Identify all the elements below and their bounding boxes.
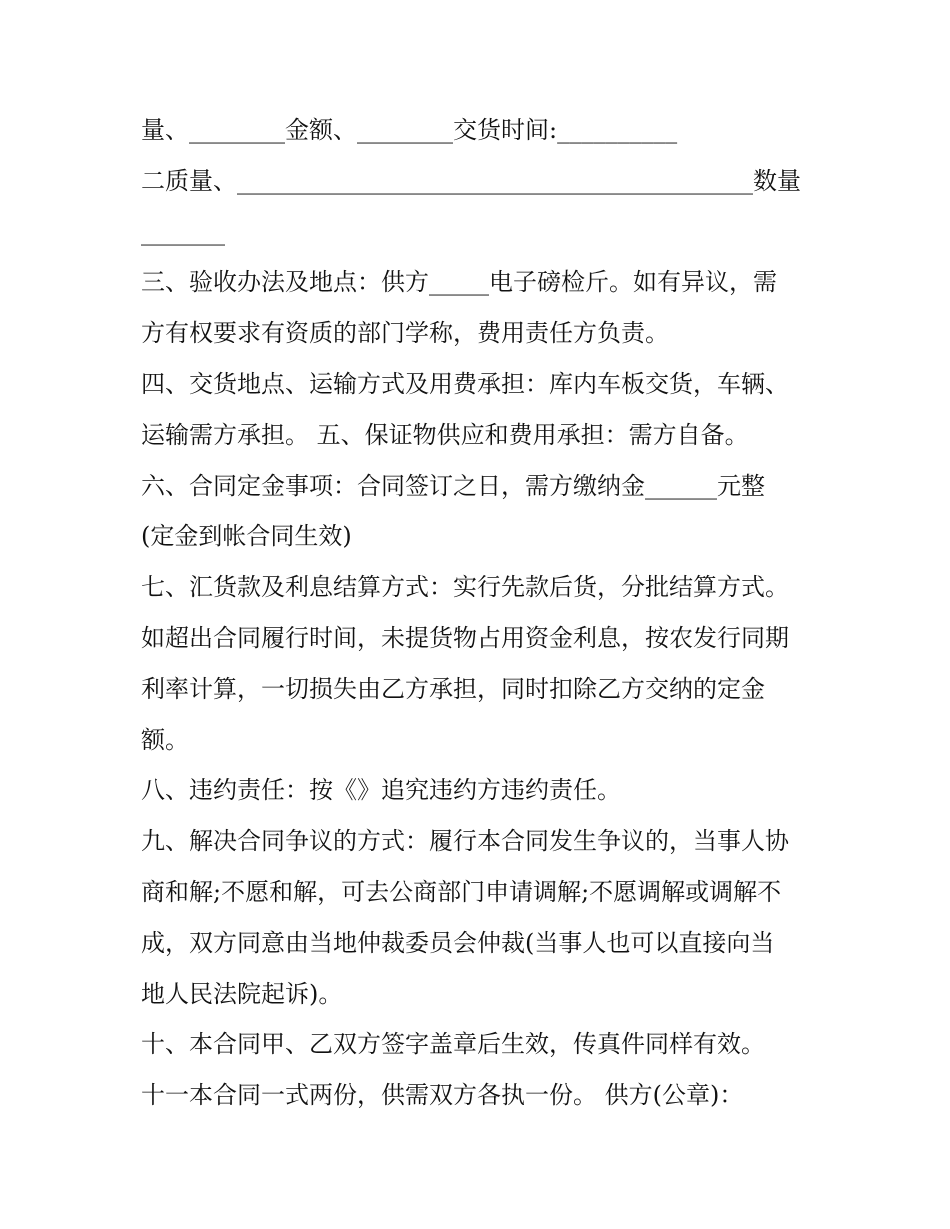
text-line: 额。 xyxy=(141,725,189,754)
text-line: (定金到帐合同生效) xyxy=(141,522,352,551)
text-line: 如超出合同履行时间，未提货物占用资金利息，按农发行同期 xyxy=(141,623,789,652)
text-line: 方有权要求有资质的部门学称，费用责任方负责。 xyxy=(141,319,669,348)
text-line: 八、违约责任：按《》追究违约方违约责任。 xyxy=(141,776,621,805)
text-line: 七、汇货款及利息结算方式：实行先款后货，分批结算方式。 xyxy=(141,573,789,602)
text-line: 利率计算，一切损失由乙方承担，同时扣除乙方交纳的定金 xyxy=(141,674,765,703)
text-line: 十、本合同甲、乙双方签字盖章后生效，传真件同样有效。 xyxy=(141,1030,765,1059)
text-line: 运输需方承担。 五、保证物供应和费用承担：需方自备。 xyxy=(141,420,749,449)
text-line: 商和解;不愿和解，可去公商部门申请调解;不愿调解或调解不 xyxy=(141,877,782,906)
text-line: 量、________金额、________交货时间:__________ xyxy=(141,116,678,144)
text-line: 二质量、___________________________________________数量 xyxy=(141,166,801,195)
text-line: 地人民法院起诉)。 xyxy=(141,979,343,1008)
document-body xyxy=(141,110,821,1126)
text-line: 成，双方同意由当地仲裁委员会仲裁(当事人也可以直接向当 xyxy=(141,928,775,957)
text-line: 六、合同定金事项：合同签订之日，需方缴纳金______元整 xyxy=(141,471,765,500)
text-line: 四、交货地点、运输方式及用费承担：库内车板交货，车辆、 xyxy=(141,369,789,398)
text-line: 三、验收办法及地点：供方_____电子磅检斤。如有异议，需 xyxy=(141,268,777,297)
text-line: _______ xyxy=(141,217,225,246)
text-line: 九、解决合同争议的方式：履行本合同发生争议的，当事人协 xyxy=(141,827,789,856)
text-line: 十一本合同一式两份，供需双方各执一份。 供方(公章)： xyxy=(141,1081,744,1110)
